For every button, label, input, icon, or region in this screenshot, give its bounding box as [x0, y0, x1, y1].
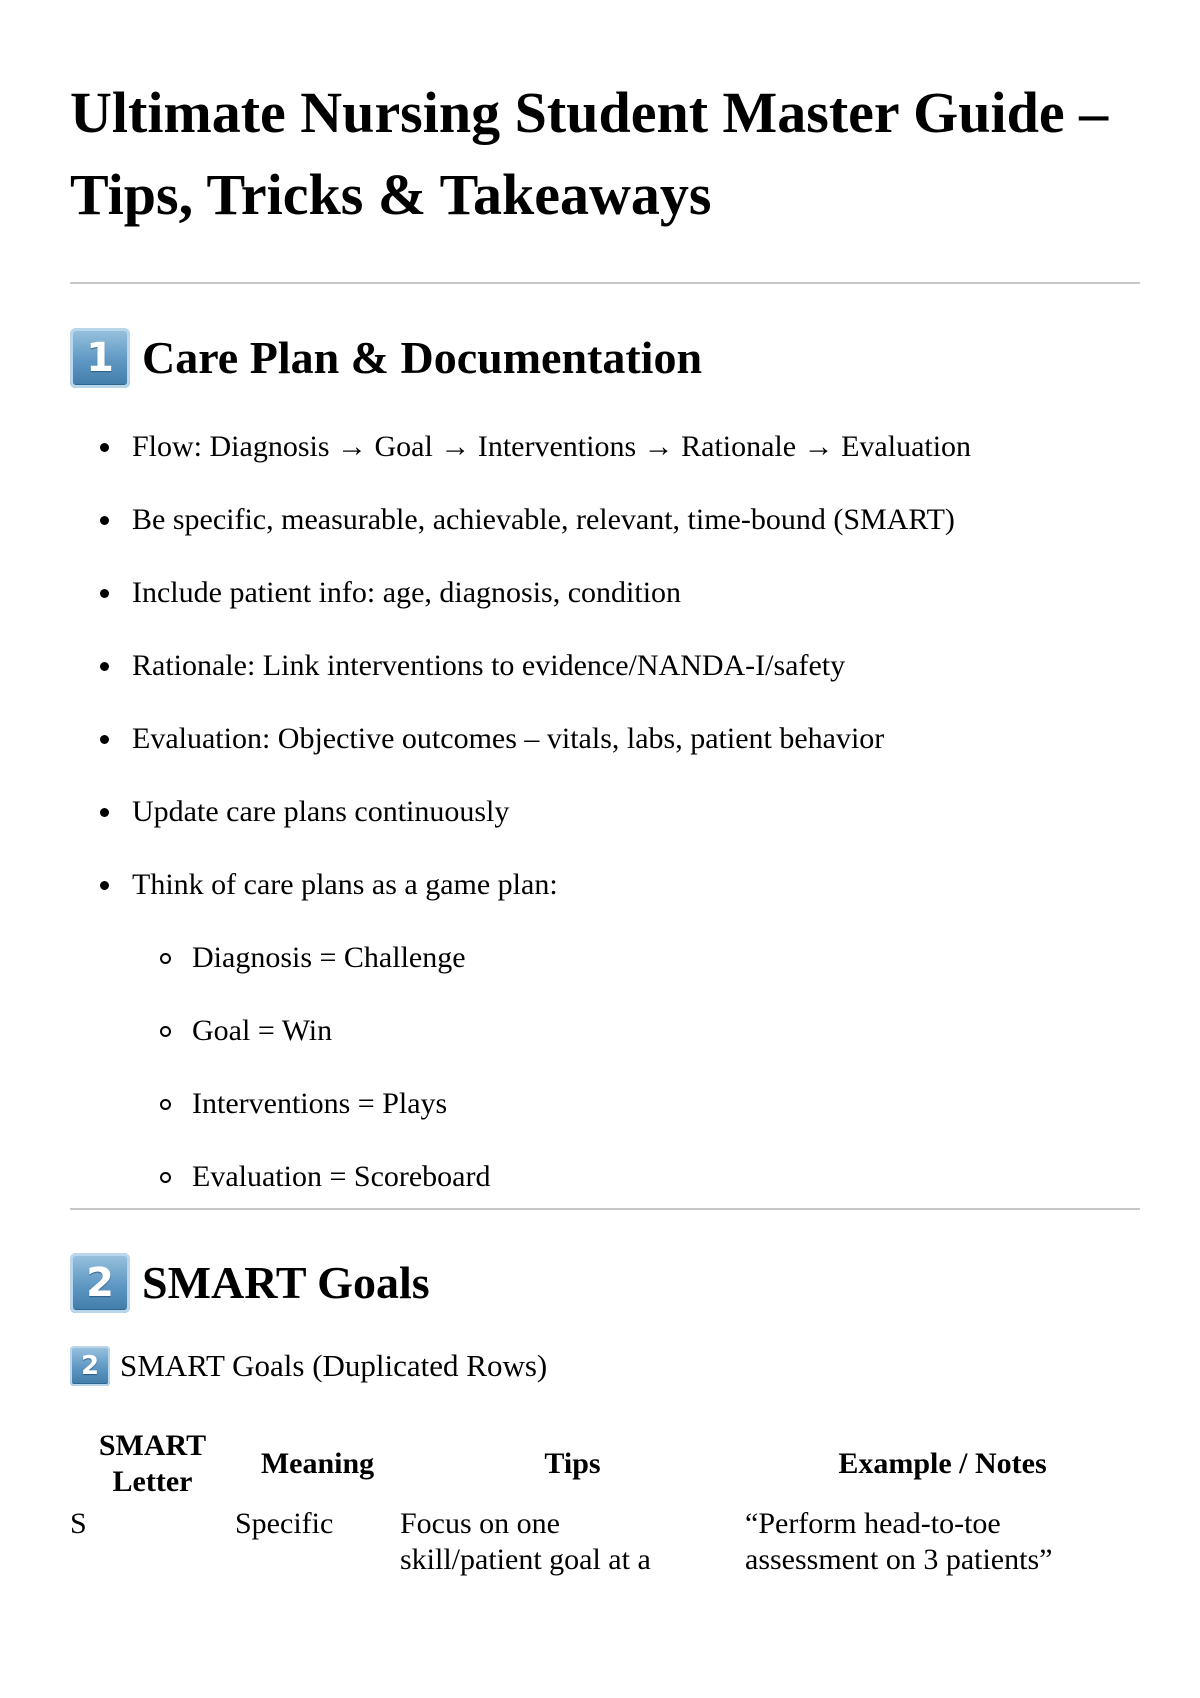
list-item-text: Think of care plans as a game plan: [132, 868, 558, 901]
list-item-text: Rationale: Link interventions to evidence/NANDA-I/safety [132, 649, 846, 682]
table-cell: “Perform head-to-toe assessment on 3 patients” [745, 1507, 1053, 1576]
list-item-text: Be specific, measurable, achievable, relevant, time-bound (SMART) [132, 503, 955, 536]
list-item-text: Update care plans continuously [132, 795, 510, 828]
keycap-number-icon: 2 [70, 1346, 110, 1386]
sub-list-item-text: Goal = Win [192, 1014, 333, 1047]
smart-goals-table [70, 1422, 1140, 1578]
circle-bullet-icon [160, 953, 171, 964]
sub-list-item [70, 940, 1140, 1013]
sub-list-item-text: Evaluation = Scoreboard [192, 1160, 491, 1193]
bullet-icon [100, 881, 109, 890]
column-header: SMART Letter [98, 1429, 207, 1498]
table-header-row [70, 1422, 1140, 1506]
circle-bullet-icon [160, 1099, 171, 1110]
bullet-icon [100, 808, 109, 817]
list-item [70, 575, 1140, 648]
sub-list-item-text: Interventions = Plays [192, 1087, 448, 1120]
list-item-text: Flow: Diagnosis → Goal → Interventions → Rationale → Evaluation [132, 430, 972, 463]
sub-list-item [70, 1159, 1140, 1208]
circle-bullet-icon [160, 1026, 171, 1037]
table-cell: S [70, 1507, 87, 1540]
sub-list-item [70, 1086, 1140, 1159]
list-item [70, 721, 1140, 794]
list-item-text: Evaluation: Objective outcomes – vitals, labs, patient behavior [132, 722, 885, 755]
keycap-number-icon: 2 [70, 1253, 130, 1313]
sub-list-item-text: Diagnosis = Challenge [192, 941, 466, 974]
table-row [70, 1506, 1140, 1578]
table-cell: Specific [235, 1507, 334, 1540]
bullet-icon [100, 662, 109, 671]
caption-text: SMART Goals (Duplicated Rows) [120, 1348, 548, 1383]
keycap-number-icon: 1 [70, 328, 130, 388]
circle-bullet-icon [160, 1172, 171, 1183]
list-item [70, 502, 1140, 575]
list-item [70, 794, 1140, 867]
section-title: SMART Goals [142, 1257, 430, 1308]
list-item [70, 648, 1140, 721]
sub-list-item [70, 1013, 1140, 1086]
bullet-icon [100, 735, 109, 744]
bullet-icon [100, 443, 109, 452]
list-item [70, 867, 1140, 940]
section-heading-care-plan [70, 328, 1140, 388]
care-plan-list [70, 429, 1140, 940]
list-item [70, 429, 1140, 502]
column-header: Tips [544, 1447, 601, 1480]
page-title: Ultimate Nursing Student Master Guide – Tips, Tricks & Takeaways [70, 80, 1109, 227]
table-cell: Focus on one skill/patient goal at a [400, 1507, 651, 1576]
table-caption [70, 1346, 1140, 1386]
section-title: Care Plan & Documentation [142, 332, 703, 383]
column-header: Meaning [260, 1447, 375, 1480]
bullet-icon [100, 516, 109, 525]
list-item-text: Include patient info: age, diagnosis, condition [132, 576, 682, 609]
document-page [70, 0, 1140, 1578]
bullet-icon [100, 589, 109, 598]
section-heading-smart-goals [70, 1253, 1140, 1313]
column-header: Example / Notes [838, 1447, 1047, 1480]
game-plan-sublist [70, 940, 1140, 1208]
